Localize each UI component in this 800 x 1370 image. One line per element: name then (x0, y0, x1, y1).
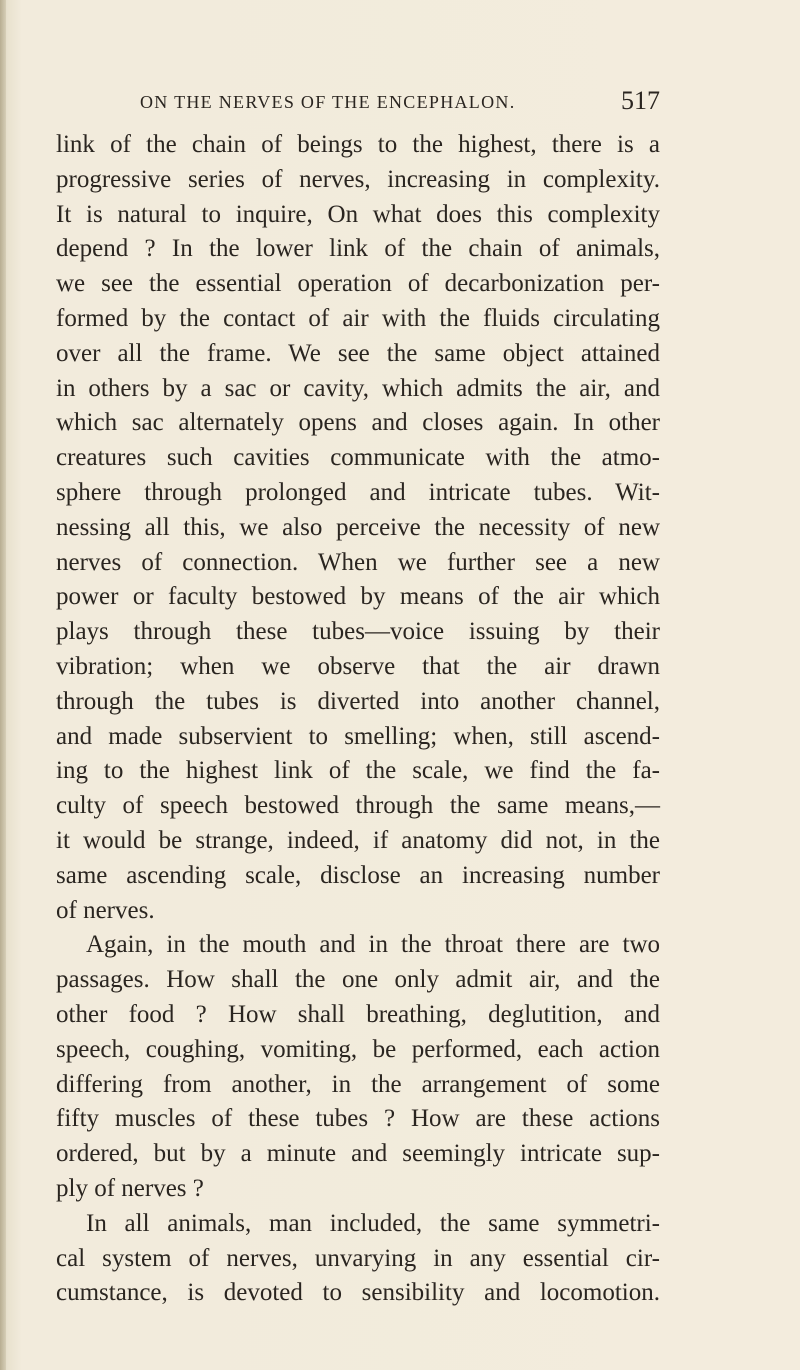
text-line: same ascending scale, disclose an increasing number (56, 861, 660, 889)
text-line: progressive series of nerves, increasing in complexity. (56, 165, 660, 193)
text-line: depend ? In the lower link of the chain of animals, (56, 235, 660, 263)
text-line: through the tubes is diverted into another channel, (56, 687, 660, 715)
text-line: cumstance, is devoted to sensibility and locomotion. (56, 1279, 660, 1307)
text-line: we see the essential operation of decarbonization per- (56, 270, 660, 298)
text-line: cal system of nerves, unvarying in any essential cir- (56, 1244, 660, 1272)
text-line: creatures such cavities communicate with the atmo- (56, 444, 660, 472)
text-line: passages. How shall the one only admit air, and the (56, 966, 660, 994)
page-number: 517 (621, 86, 660, 115)
page-header (140, 86, 660, 116)
text-line: it would be strange, indeed, if anatomy did not, in the (56, 826, 660, 854)
text-line: speech, coughing, vomiting, be performed, each action (56, 1035, 660, 1063)
text-line: nerves of connection. When we further see a new (56, 548, 660, 576)
text-line: other food ? How shall breathing, deglutition, and (56, 1000, 660, 1028)
body-text (56, 128, 660, 1311)
text-line: over all the frame. We see the same object attained (56, 339, 660, 367)
text-line: ply of nerves ? (56, 1174, 204, 1202)
text-line: sphere through prolonged and intricate tubes. Wit- (56, 478, 660, 506)
text-line: differing from another, in the arrangement of some (56, 1070, 660, 1098)
page-spine-edge (0, 0, 6, 1370)
text-line: ordered, but by a minute and seemingly intricate sup- (56, 1140, 660, 1168)
text-line: fifty muscles of these tubes ? How are these actions (56, 1105, 660, 1133)
text-line: which sac alternately opens and closes again. In other (56, 409, 660, 437)
paragraph-start-line: In all animals, man included, the same symmetri- (86, 1209, 660, 1237)
text-line: It is natural to inquire, On what does this complexity (56, 200, 660, 228)
text-line: culty of speech bestowed through the same means,— (56, 792, 660, 820)
text-line: vibration; when we observe that the air drawn (56, 652, 660, 680)
running-head: ON THE NERVES OF THE ENCEPHALON. (140, 92, 516, 112)
text-line: and made subservient to smelling; when, still ascend- (56, 722, 660, 750)
text-line: formed by the contact of air with the fluids circulating (56, 304, 660, 332)
text-line: plays through these tubes—voice issuing by their (56, 618, 660, 646)
text-line: of nerves. (56, 896, 155, 924)
paragraph-start-line: Again, in the mouth and in the throat there are two (86, 931, 660, 959)
text-line: link of the chain of beings to the highest, there is a (56, 131, 660, 158)
text-line: nessing all this, we also perceive the necessity of new (56, 513, 660, 541)
text-line: power or faculty bestowed by means of the air which (56, 583, 660, 611)
text-line: in others by a sac or cavity, which admits the air, and (56, 374, 660, 402)
text-line: ing to the highest link of the scale, we find the fa- (56, 757, 660, 785)
